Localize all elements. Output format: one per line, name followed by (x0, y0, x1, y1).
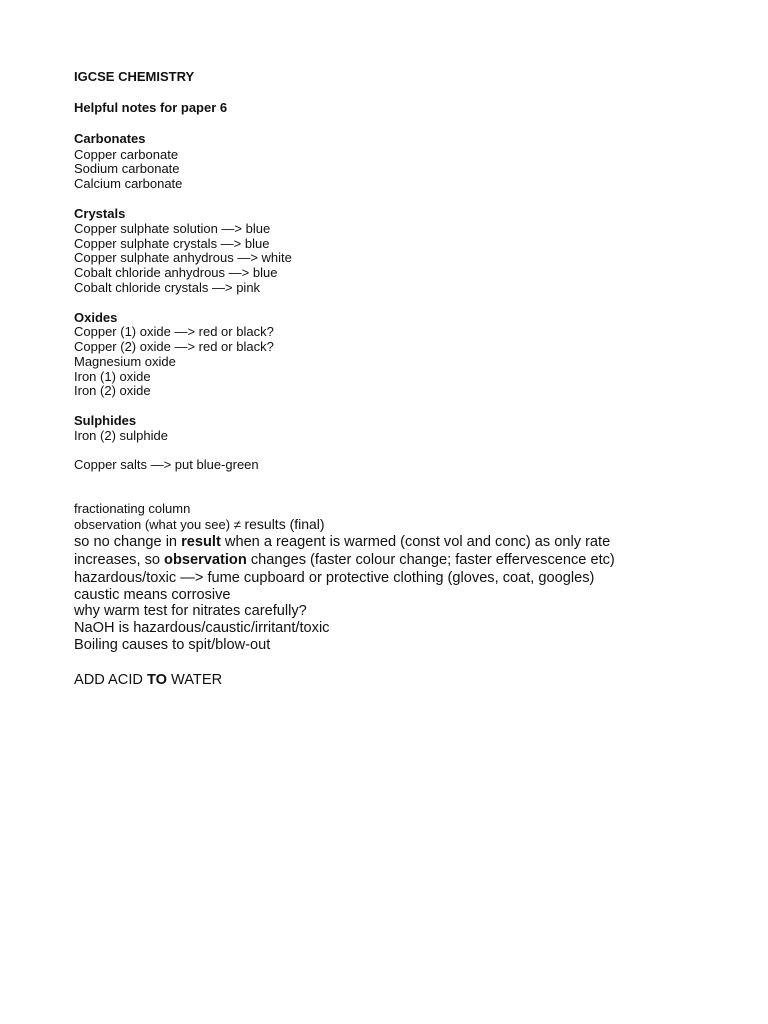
result-line (74, 535, 610, 550)
section-line: Iron (1) oxide (74, 369, 151, 384)
section-line: Cobalt chloride anhydrous —> blue (74, 265, 278, 280)
fractionating-note: fractionating column (74, 501, 191, 516)
section-heading-sulphides: Sulphides (74, 413, 137, 428)
document-title: IGCSE CHEMISTRY (74, 69, 195, 84)
note-line: why warm test for nitrates carefully? (74, 603, 307, 619)
section-heading-oxides: Oxides (74, 310, 118, 325)
observation-bold: observation (164, 552, 247, 568)
observation-vs-results-line (74, 517, 325, 533)
observation-pre: increases, so (74, 552, 165, 568)
copper-salts-note: Copper salts —> put blue-green (74, 457, 259, 472)
add-acid-bold: TO (146, 672, 167, 688)
section-line: Magnesium oxide (74, 354, 176, 369)
observation-change-line (74, 553, 615, 568)
section-line: Calcium carbonate (74, 176, 183, 191)
section-line: Copper (1) oxide —> red or black? (74, 324, 274, 339)
add-acid-line (74, 673, 222, 688)
note-line: caustic means corrosive (74, 587, 231, 603)
section-heading-carbonates: Carbonates (74, 131, 146, 146)
observation-post: changes (faster colour change; faster effervescence etc) (246, 552, 615, 568)
result-pre: so no change in (74, 534, 182, 550)
section-heading-crystals: Crystals (74, 206, 126, 221)
note-line: hazardous/toxic —> fume cupboard or protective clothing (gloves, coat, googles) (74, 570, 595, 586)
add-acid-post: WATER (167, 672, 223, 688)
note-line: NaOH is hazardous/caustic/irritant/toxic (74, 620, 330, 636)
results-text: results (final) (244, 516, 325, 532)
section-line: Copper sulphate anhydrous —> white (74, 250, 292, 265)
note-line: Boiling causes to spit/blow-out (74, 637, 271, 653)
section-line: Copper (2) oxide —> red or black? (74, 339, 274, 354)
result-bold: result (181, 534, 221, 550)
section-line: Cobalt chloride crystals —> pink (74, 280, 261, 295)
section-line: Copper sulphate crystals —> blue (74, 236, 270, 251)
section-line: Iron (2) oxide (74, 383, 151, 398)
result-post: when a reagent is warmed (const vol and conc) as only rate (220, 534, 611, 550)
document-subtitle: Helpful notes for paper 6 (74, 100, 228, 115)
section-line: Copper sulphate solution —> blue (74, 221, 271, 236)
section-line: Sodium carbonate (74, 161, 180, 176)
section-line: Copper carbonate (74, 147, 179, 162)
observation-text: observation (what you see) ≠ (74, 517, 245, 532)
section-line: Iron (2) sulphide (74, 428, 168, 443)
add-acid-pre: ADD ACID (74, 672, 147, 688)
